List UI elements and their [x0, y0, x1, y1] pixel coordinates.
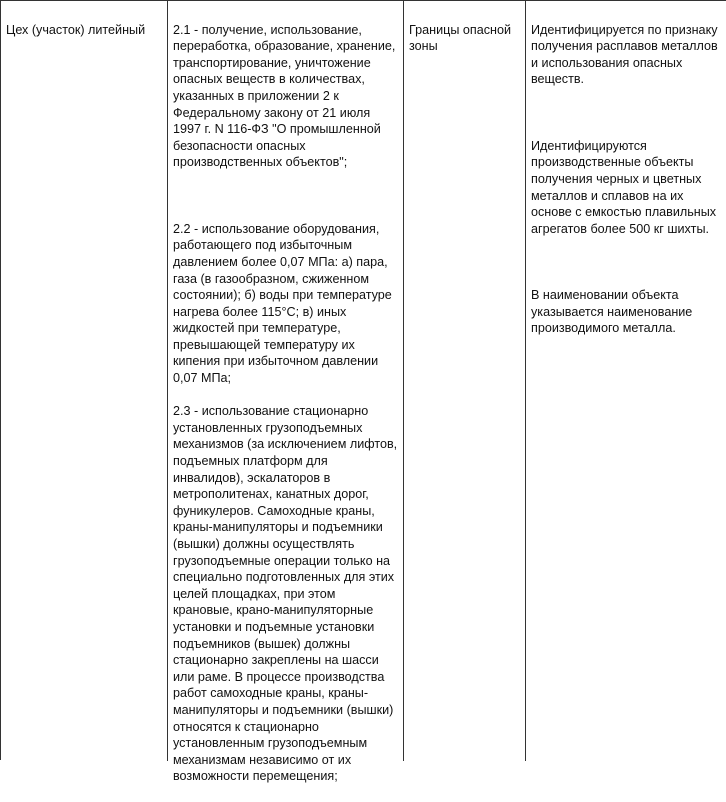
note-naming: В наименовании объекта указывается наименование производимого металла. — [531, 288, 693, 336]
paragraph-gap — [173, 188, 398, 205]
note-objects: Идентифицируются производственные объекты получения черных и цветных металлов и сплавов на их основе с емкостью плавильных агрегатов более 500 кг шихты. — [531, 138, 717, 236]
workshop-cell — [1, 1, 168, 761]
boundaries-text: Границы опасной зоны — [409, 22, 511, 54]
note-identification: Идентифицируется по признаку получения расплавов металлов и использования опасных веществ. — [531, 22, 718, 87]
notes-cell — [526, 1, 726, 761]
paragraph-gap — [531, 254, 722, 271]
criterion-2-1: 2.1 - получение, использование, переработка, образование, хранение, транспортирование, уничтожение опасных веществ в количествах, указанных в приложении 2 к Федеральному закону от 21 июля 1997 г. N 116-ФЗ "О промышленной безопасности опасных производственных объектов"; — [173, 22, 396, 170]
workshop-name: Цех (участок) литейный — [6, 22, 146, 37]
criterion-2-3: 2.3 - использование стационарно установленных грузоподъемных механизмов (за исключением лифтов, подъемных платформ для инвалидов), эскалаторов в метрополитенах, канатных дорог, фуникулеров. Самоходные краны, краны-манипуляторы и подъемники (вышки) должны осуществлять грузоподъемные операции только на специально подготовленных для этих целей площадках, при этом крановые, крано-манипуляторные установки и подъемные установки подъемников (вышек) должны стационарно закреплены на шасси или раме. В процессе производства работ самоходные краны, краны-манипуляторы и подъемники (вышки) относятся к стационарно установленным грузоподъемным механизмам независимо от их возможности перемещения; — [173, 404, 398, 784]
boundaries-cell — [404, 1, 526, 761]
criterion-2-2: 2.2 - использование оборудования, работающего под избыточным давлением более 0,07 МПа: а) пара, газа (в газообразном, сжиженном состоянии); б) воды при температуре нагрева более 115°С; в) иных жидкостей при температуре, превышающей температуру их кипения при избыточном давлении 0,07 МПа; — [173, 221, 392, 386]
paragraph-gap — [531, 105, 722, 122]
criteria-cell — [168, 1, 404, 784]
